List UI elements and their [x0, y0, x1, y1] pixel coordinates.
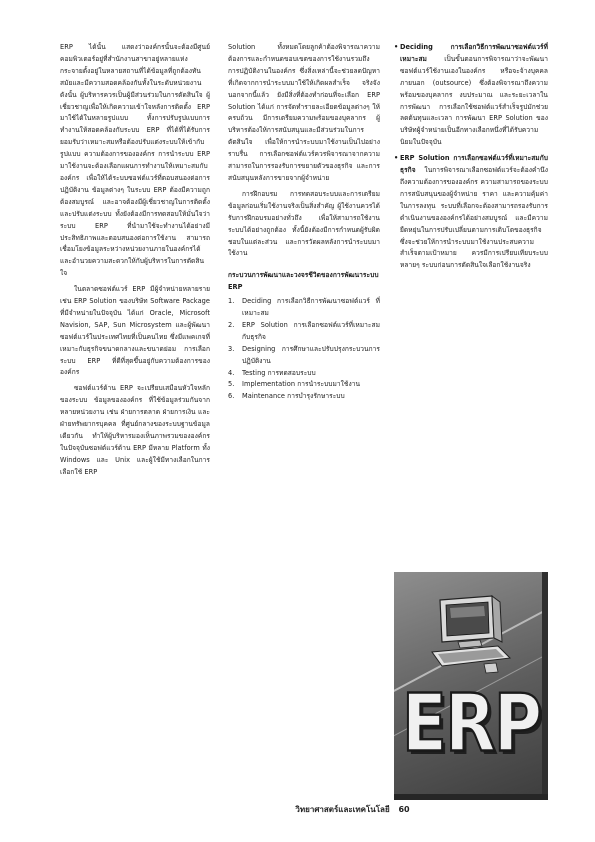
step-label: Designing การศึกษาและปรับปรุงกระบวนการปฏิบัติงาน — [242, 344, 380, 365]
step-label: Deciding การเลือกวิธีการพัฒนาซอฟต์แวร์ ที่เหมาะสม — [242, 297, 380, 318]
list-item — [228, 379, 380, 391]
page-footer — [0, 803, 595, 816]
step-number: 5. — [228, 380, 235, 389]
step-label: Testing การทดสอบระบบ — [242, 368, 316, 377]
section-heading: กระบวนการพัฒนาและวงจรชีวิตของการพัฒนาระบบ ERP — [228, 271, 379, 292]
page-number: 60 — [398, 805, 410, 814]
step-label: ERP Solution การเลือกซอฟต์แวร์ที่เหมาะสมกับธุรกิจ — [242, 320, 380, 341]
list-item — [228, 391, 380, 403]
bullet-heading: ERP Solution การเลือกซอฟต์แวร์ที่เหมาะสมกับธุรกิจ — [400, 154, 548, 175]
bullet-paragraph — [394, 153, 548, 272]
bullet-paragraph — [394, 42, 548, 149]
list-item — [228, 296, 380, 320]
paragraph: ในตลาดซอฟต์แวร์ ERP มีผู้จำหน่ายหลายราย เช่น ERP Solution ของบริษัท Software Package ที่มีจำหน่ายในปัจจุบัน ได้แก่ Oracle, Microsoft Navision, SAP, Sun Microsystem และผู้พัฒนาซอฟต์แวร์ในประเทศไทยที่เป็นคนไทย ซึ่งมีแพคเกจที่เหมาะกับธุรกิจขนาดกลางและขนาดย่อม การเลือกระบบ ERP ที่ดีที่สุดขึ้นอยู่กับความต้องการขององค์กร — [60, 285, 210, 377]
article-column-2 — [228, 42, 380, 403]
erp-logo-text: ERP — [401, 677, 541, 770]
process-steps-list — [228, 296, 380, 403]
article-column-1 — [60, 42, 210, 479]
list-item — [228, 320, 380, 344]
step-number: 1. — [228, 297, 235, 306]
paragraph: การฝึกอบรม การทดสอบระบบและการเตรียมข้อมูลก่อนเริ่มใช้งานจริงเป็นสิ่งสำคัญ ผู้ใช้งานควรได้รับการฝึกอบรมอย่างทั่วถึง เพื่อให้สามารถใช้งานระบบได้อย่างถูกต้อง ทั้งนี้ยังต้องมีการกำหนดผู้รับผิดชอบในแต่ละส่วน และการวัดผลหลังการนำระบบมาใช้งาน — [228, 189, 380, 258]
list-item — [228, 368, 380, 380]
paragraph: ERP ได้นั้น แสดงว่าองค์กรนั้นจะต้องมีศูนย์คอมพิวเตอร์อยู่ที่สำนักงานสาขาอยู่หลายแห่ง กระจายตั้งอยู่ในหลายสถานที่ได้ข้อมูลที่ถูกต้องทันสมัยและมีความสอดคล้องกันทั้งในระดับหน่วยงาน ดังนั้น ผู้บริหารควรเป็นผู้มีส่วนร่วมในการตัดสินใจ ผู้เชี่ยวชาญเพื่อให้เกิดความเข้าใจหลังการติดตั้ง ERP มาใช้ได้ในหลายรูปแบบ ทั้งการปรับรูปแบบการทำงานให้สอดคล้องกับระบบ ERP ที่ได้ที่ได้รับการยอมรับว่าเหมาะสมหรือต้องปรับแต่งระบบให้เข้ากับรูปแบบ ความต้องการขององค์กร การนำระบบ ERP มาใช้งานจะต้องเลือกแผนการทำงานให้เหมาะสมกับองค์กร เพื่อให้ได้ระบบซอฟต์แวร์ที่ตอบสนองต่อการปฏิบัติงาน ข้อมูลต่างๆ ในระบบ ERP ต้องมีความถูกต้องสมบูรณ์ และอาจต้องมีผู้เชี่ยวชาญในการติดตั้งและปรับแต่งระบบ ทั้งยังต้องมีการทดสอบให้มั่นใจว่าระบบ ERP ที่นำมาใช้จะทำงานได้อย่างมีประสิทธิภาพและตอบสนองต่อการใช้งาน สามารถเชื่อมโยงข้อมูลระหว่างหน่วยงานภายในองค์กรได้ และอำนวยความสะดวกให้กับผู้บริหารในการตัดสินใจ — [60, 43, 210, 278]
bullet-text: เป็นขั้นตอนการพิจารณาว่าจะพัฒนาซอฟต์แวร์ใช้งานเองในองค์กร หรือจะจ้างบุคคลภายนอก (outsource) ซึ่งต้องพิจารณาถึงความพร้อมของบุคลากร งบประมาณ และระยะเวลาในการพัฒนา การเลือกใช้ซอฟต์แวร์สำเร็จรูปมักช่วยลดต้นทุนและเวลา การพัฒนา ERP Solution ของบริษัทผู้จำหน่ายเป็นอีกทางเลือกหนึ่งที่ได้รับความนิยมในปัจจุบัน — [400, 54, 548, 147]
bullet-icon: • — [394, 43, 399, 51]
decorative-bar — [542, 572, 548, 800]
step-label: Maintenance การบำรุงรักษาระบบ — [242, 392, 345, 401]
bullet-heading: Deciding การเลือกวิธีการพัฒนาซอฟต์แวร์ที่เหมาะสม — [400, 43, 548, 63]
magazine-name: วิทยาศาสตร์และเทคโนโลยี — [295, 805, 390, 814]
list-item — [228, 344, 380, 368]
bullet-text: ในการพิจารณาเลือกซอฟต์แวร์จะต้องคำนึงถึงความต้องการขององค์กร ความสามารถของระบบ การสนับสนุนของผู้จำหน่าย ราคา และความคุ้มค่าในการลงทุน ระบบที่เลือกจะต้องสามารถรองรับการดำเนินงานขององค์กรได้อย่างสมบูรณ์ และมีความยืดหยุ่นในการปรับเปลี่ยนตามการเติบโตของธุรกิจ ซึ่งจะช่วยให้การนำระบบมาใช้งานประสบความสำเร็จตามเป้าหมาย ควรมีการเปรียบเทียบระบบหลายๆ ระบบก่อนการตัดสินใจเลือกใช้งานจริง — [400, 166, 548, 270]
paragraph: ซอฟต์แวร์ด้าน ERP จะเปรียบเสมือนหัวใจหลักของระบบ ข้อมูลขององค์กร ที่ใช้ข้อมูลร่วมกันจากหลายหน่วยงาน เช่น ฝ่ายการตลาด ฝ่ายการเงิน และฝ่ายทรัพยากรบุคคล ที่ศูนย์กลางของระบบฐานข้อมูลเดียวกัน ทำให้ผู้บริหารมองเห็นภาพรวมขององค์กร ในปัจจุบันซอฟต์แวร์ด้าน ERP มีหลาย Platform ทั้ง Windows และ Unix และผู้ใช้มีทางเลือกในการเลือกใช้ ERP — [60, 384, 210, 476]
step-number: 3. — [228, 344, 235, 353]
decorative-bar — [394, 794, 548, 800]
step-number: 4. — [228, 368, 235, 377]
computer-icon — [428, 594, 514, 680]
article-column-3 — [394, 42, 548, 272]
bullet-icon: • — [394, 154, 399, 163]
paragraph: Solution ทั้งหมดโดยลูกค้าต้องพิจารณาความต้องการและกำหนดขอบเขตของการใช้งานรวมถึงการปฏิบัติงานในองค์กร ซึ่งสิ่งเหล่านี้จะช่วยลดปัญหาที่เกิดจากการนำระบบมาใช้ให้เกิดผลสำเร็จ จริงจังนอกจากนี้แล้ว ยังมีสิ่งที่ต้องทำก่อนที่จะเลือก ERP Solution ได้แก่ การจัดทำรายละเอียดข้อมูลต่างๆ ให้ครบถ้วน มีการเตรียมความพร้อมของบุคลากร ผู้บริหารต้องให้การสนับสนุนและมีส่วนร่วมในการตัดสินใจ เพื่อให้การนำระบบมาใช้งานเป็นไปอย่างราบรื่น การเลือกซอฟต์แวร์ควรพิจารณาจากความสามารถในการรองรับการขยายตัวของธุรกิจ และการสนับสนุนหลังการขายจากผู้จำหน่าย — [228, 43, 380, 182]
step-number: 2. — [228, 320, 235, 329]
step-label: Implementation การนำระบบมาใช้งาน — [242, 380, 361, 389]
step-number: 6. — [228, 392, 235, 401]
erp-illustration — [394, 572, 548, 800]
